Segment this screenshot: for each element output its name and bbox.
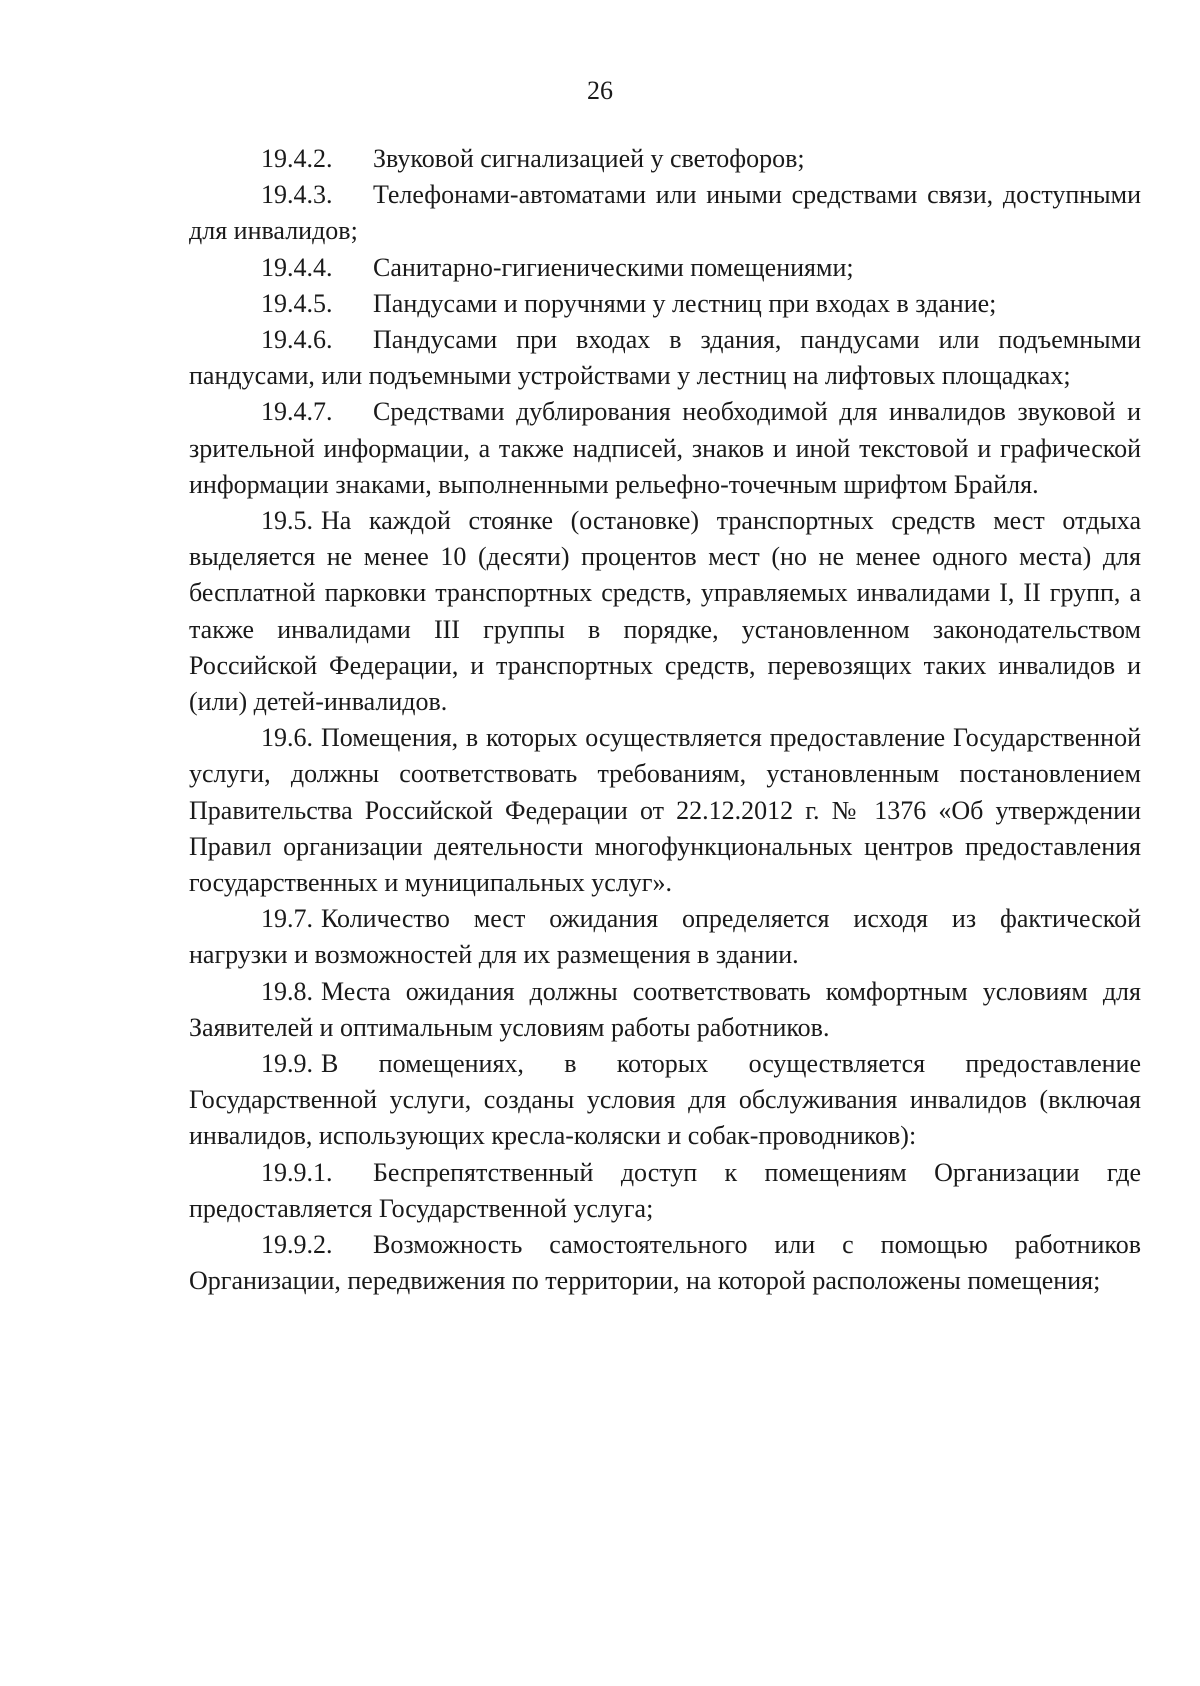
paragraph-number: 19.9.2. [261, 1230, 333, 1260]
paragraph-19-9-1 [189, 1155, 1141, 1227]
paragraph-19-9-2 [189, 1227, 1141, 1299]
page-number: 26 [587, 76, 613, 105]
paragraph-19-4-5 [189, 286, 1141, 322]
paragraph-text: Санитарно-гигиеническими помещениями; [373, 252, 854, 282]
paragraph-text: Возможность самостоятельного или с помощью работников Организации, передвижения по территории, на которой расположены помещения; [189, 1230, 1141, 1296]
paragraph-number: 19.9. [261, 1049, 313, 1079]
paragraph-19-4-3 [189, 177, 1141, 249]
paragraph-text: В помещениях, в которых осуществляется предоставление Государственной услуги, созданы условия для обслуживания инвалидов (включая инвалидов, использующих кресла-коляски и собак-проводников): [189, 1049, 1141, 1151]
paragraph-text: Пандусами при входах в здания, пандусами или подъемными пандусами, или подъемными устройствами у лестниц на лифтовых площадках; [189, 325, 1141, 391]
paragraph-number: 19.4.7. [261, 397, 333, 427]
paragraph-text: Телефонами-автоматами или иными средствами связи, доступными для инвалидов; [189, 180, 1141, 246]
paragraph-number: 19.4.2. [261, 144, 333, 173]
paragraph-text: Помещения, в которых осуществляется предоставление Государственной услуги, должны соответствовать требованиям, установленным постановлением Правительства Российской Федерации от 22.12.2012 г. № 1376 «Об утверждении Правил организации деятельности многофункциональных центров предоставления государственных и муниципальных услуг». [189, 723, 1141, 898]
paragraph-19-7 [189, 901, 1141, 973]
paragraph-text: Беспрепятственный доступ к помещениям Организации где предоставляется Государственной услуга; [189, 1157, 1141, 1223]
paragraph-text: На каждой стоянке (остановке) транспортных средств мест отдыха выделяется не менее 10 (десяти) процентов мест (но не менее одного места) для бесплатной парковки транспортных средств, управляемых инвалидами I, II групп, а также инвалидами III группы в порядке, установленном законодательством Российской Федерации, и транспортных средств, перевозящих таких инвалидов и (или) детей-инвалидов. [189, 506, 1141, 717]
paragraph-text: Средствами дублирования необходимой для инвалидов звуковой и зрительной информации, а также надписей, знаков и иной текстовой и графической информации знаками, выполненными рельефно-точечным шрифтом Брайля. [189, 397, 1141, 499]
paragraph-text: Количество мест ожидания определяется исходя из фактической нагрузки и возможностей для их размещения в здании. [189, 904, 1141, 970]
paragraph-19-6 [189, 720, 1141, 901]
paragraph-number: 19.4.4. [261, 252, 333, 282]
paragraph-19-5 [189, 503, 1141, 720]
paragraph-19-9 [189, 1046, 1141, 1155]
paragraph-number: 19.6. [261, 723, 313, 753]
paragraph-text: Места ожидания должны соответствовать комфортным условиям для Заявителей и оптимальным условиям работы работников. [189, 976, 1141, 1042]
paragraph-19-4-7 [189, 394, 1141, 503]
paragraph-19-4-4 [189, 250, 1141, 286]
paragraph-number: 19.4.5. [261, 288, 333, 318]
paragraph-number: 19.4.6. [261, 325, 333, 355]
paragraph-19-4-2 [189, 141, 1141, 177]
paragraph-text: Звуковой сигнализацией у светофоров; [373, 144, 805, 173]
paragraph-number: 19.5. [261, 506, 313, 536]
paragraph-19-4-6 [189, 322, 1141, 394]
paragraph-19-8 [189, 974, 1141, 1046]
paragraph-number: 19.7. [261, 904, 313, 934]
paragraph-text: Пандусами и поручнями у лестниц при входах в здание; [373, 288, 997, 318]
paragraph-number: 19.9.1. [261, 1157, 333, 1187]
document-body [189, 141, 1141, 1300]
paragraph-number: 19.4.3. [261, 180, 333, 210]
paragraph-number: 19.8. [261, 976, 313, 1006]
